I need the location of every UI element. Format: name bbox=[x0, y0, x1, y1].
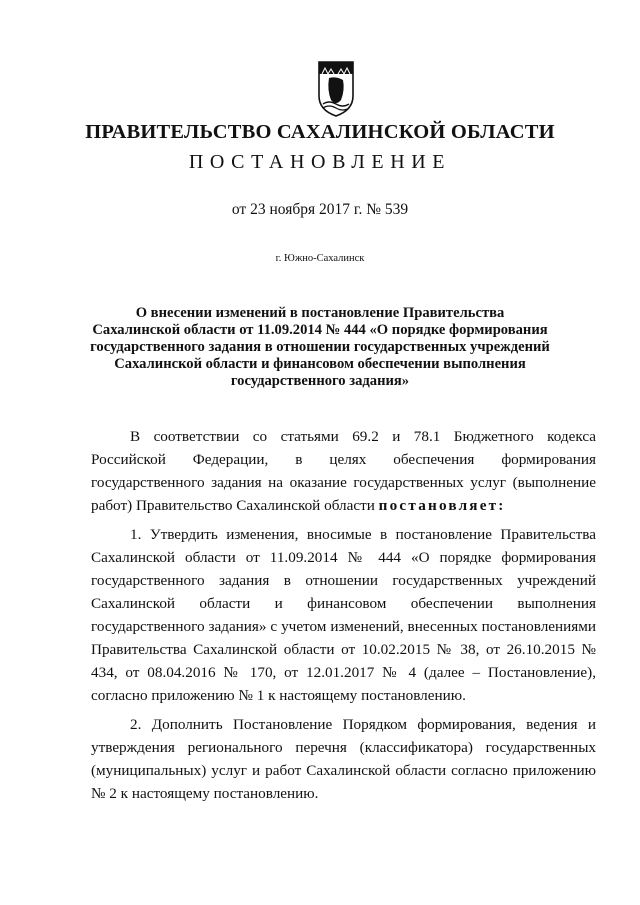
decree-word: постановляет: bbox=[378, 497, 506, 514]
document-date-number: от 23 ноября 2017 г. № 539 bbox=[231, 201, 409, 218]
intro-paragraph bbox=[91, 425, 596, 517]
document-subject: О внесении изменений в постановление Правительства Сахалинской области от 11.09.2014 № 444 «О порядке формирования государственного задания в отношении государственных учреждений Сахалинской области и финансовом обеспечении выполнения государственного задания» bbox=[90, 305, 550, 389]
document-body bbox=[91, 425, 596, 811]
government-title: ПРАВИТЕЛЬСТВО САХАЛИНСКОЙ ОБЛАСТИ bbox=[85, 121, 555, 143]
intro-text: В соответствии со статьями 69.2 и 78.1 Бюджетного кодекса Российской Федерации, в целях обеспечения формирования государственного задания на оказание государственных услуг (выполнение работ) Правительство Сахалинской области bbox=[91, 428, 596, 514]
item-2-paragraph: 2. Дополнить Постановление Порядком формирования, ведения и утверждения регионального перечня (классификатора) государственных (муниципальных) услуг и работ Сахалинской области согласно приложению № 2 к настоящему постановлению. bbox=[91, 716, 596, 802]
document-city: г. Южно-Сахалинск bbox=[275, 253, 365, 264]
document-type: ПОСТАНОВЛЕНИЕ bbox=[188, 151, 452, 173]
item-1-paragraph: 1. Утвердить изменения, вносимые в постановление Правительства Сахалинской области от 11.09.2014 № 444 «О порядке формирования государственного задания в отношении государственных учреждений Сахалинской области и финансовом обеспечении выполнения государственного задания» с учетом изменений, внесенных постановлениями Правительства Сахалинской области от 10.02.2015 № 38, от 26.10.2015 № 434, от 08.04.2016 № 170, от 12.01.2017 № 4 (далее – Постановление), согласно приложению № 1 к настоящему постановлению. bbox=[91, 526, 596, 704]
coat-of-arms-icon bbox=[317, 60, 355, 118]
